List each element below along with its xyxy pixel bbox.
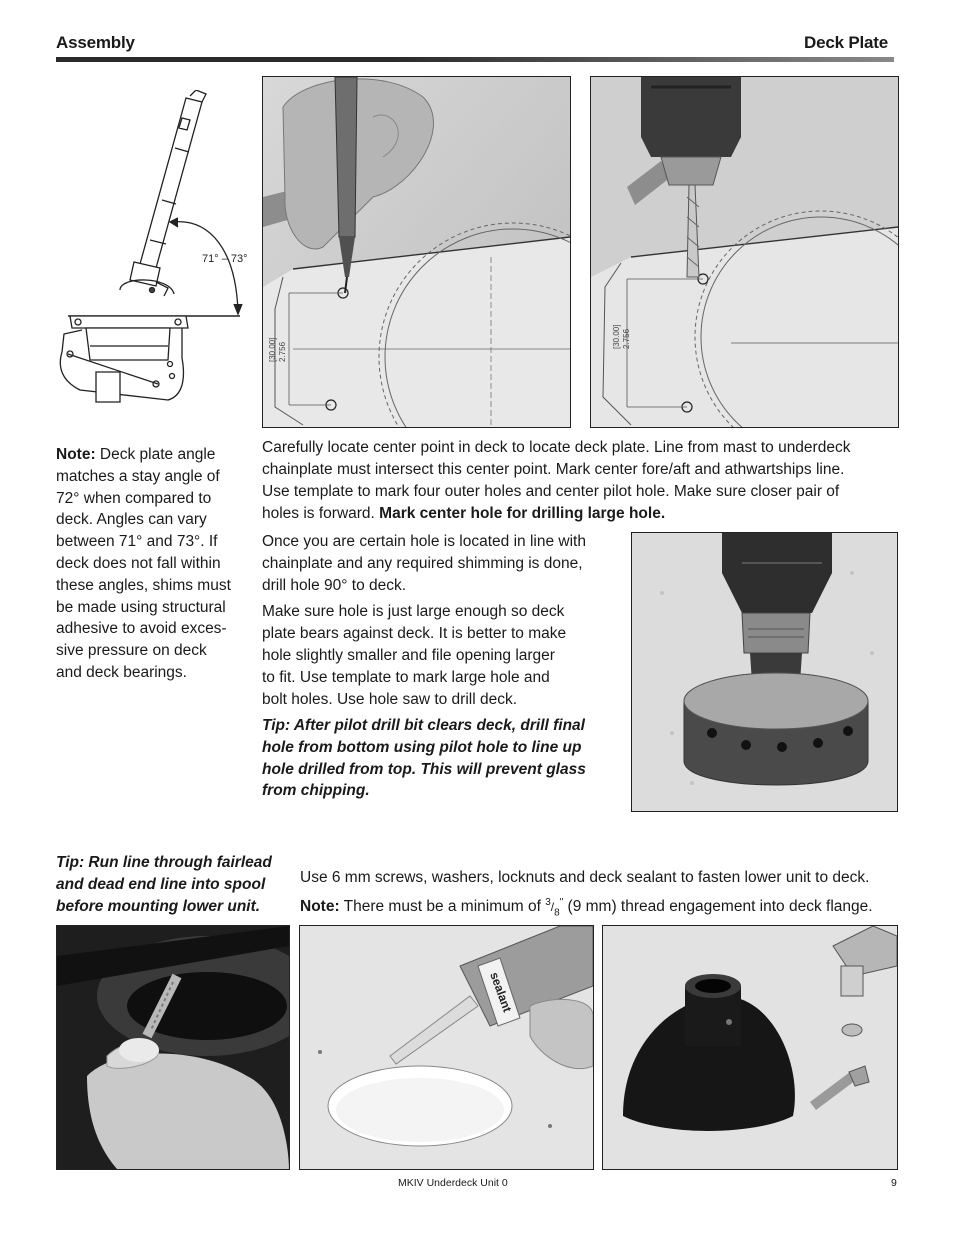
page-number: 9: [891, 1177, 897, 1189]
drill-hole-paragraph: Once you are certain hole is located in line with chainplate and any required shimming is done, drill hole 90° to deck.: [262, 533, 586, 594]
photo-marking-center: [262, 76, 571, 428]
deck-angle-note: Note: Deck plate angle matches a stay angle of 72° when compared to deck. Angles can vary between 71° and 73°. If deck does not fall within these angles, shims must be made using structural adhesive to avoid exces- sive pressure on deck and deck bearings.: [56, 446, 231, 681]
svg-text:2.756: 2.756: [278, 341, 287, 362]
pilot-drill-tip: Tip: After pilot drill bit clears deck, drill final hole from bottom using pilot hole to line up hole drilled from top. This will prevent glass from chipping.: [262, 717, 586, 800]
photo-hole-saw: [631, 532, 898, 812]
svg-text:2.756: 2.756: [622, 328, 631, 349]
fairlead-tip: Tip: Run line through fairlead and dead end line into spool before mounting lower unit.: [56, 854, 272, 915]
locate-center-paragraph: Carefully locate center point in deck to locate deck plate. Line from mast to underdeck chainplate must intersect this center point. Mark center fore/aft and athwartships line. Use template to mark four outer holes and center pilot hole. Make sure closer pair of holes is forward. Mark center hole for drilling large hole.: [262, 439, 851, 522]
note-label: Note:: [300, 898, 340, 916]
angle-label: 71° – 73°: [202, 253, 248, 265]
photo-line-spool: [56, 925, 290, 1170]
angle-diagram: [50, 90, 250, 415]
section-title: Assembly: [56, 33, 135, 52]
page-heading: Deck Plate: [804, 33, 888, 52]
photo-lower-unit: [602, 925, 898, 1170]
photo-pilot-drill: [590, 76, 899, 428]
svg-text:[30.00]: [30.00]: [612, 324, 621, 349]
svg-text:sealant: sealant: [487, 970, 515, 1014]
note-label: Note:: [56, 446, 96, 463]
fasten-paragraph: Use 6 mm screws, washers, locknuts and deck sealant to fasten lower unit to deck. Note: There must be a minimum of $^3/_8^"$ (9 mm) thread engagement into deck flange.: [300, 869, 873, 919]
hole-size-paragraph: Make sure hole is just large enough so deck plate bears against deck. It is better to make hole slightly smaller and file opening larger to fit. Use template to mark large hole and bolt holes. Use hole saw to drill deck.: [262, 603, 567, 708]
footer-document-title: MKIV Underdeck Unit 0: [398, 1177, 508, 1189]
emphasis-text: Mark center hole for drilling large hole.: [379, 505, 666, 522]
svg-text:[30.00]: [30.00]: [268, 337, 277, 362]
photo-deck-sealant: [299, 925, 594, 1170]
